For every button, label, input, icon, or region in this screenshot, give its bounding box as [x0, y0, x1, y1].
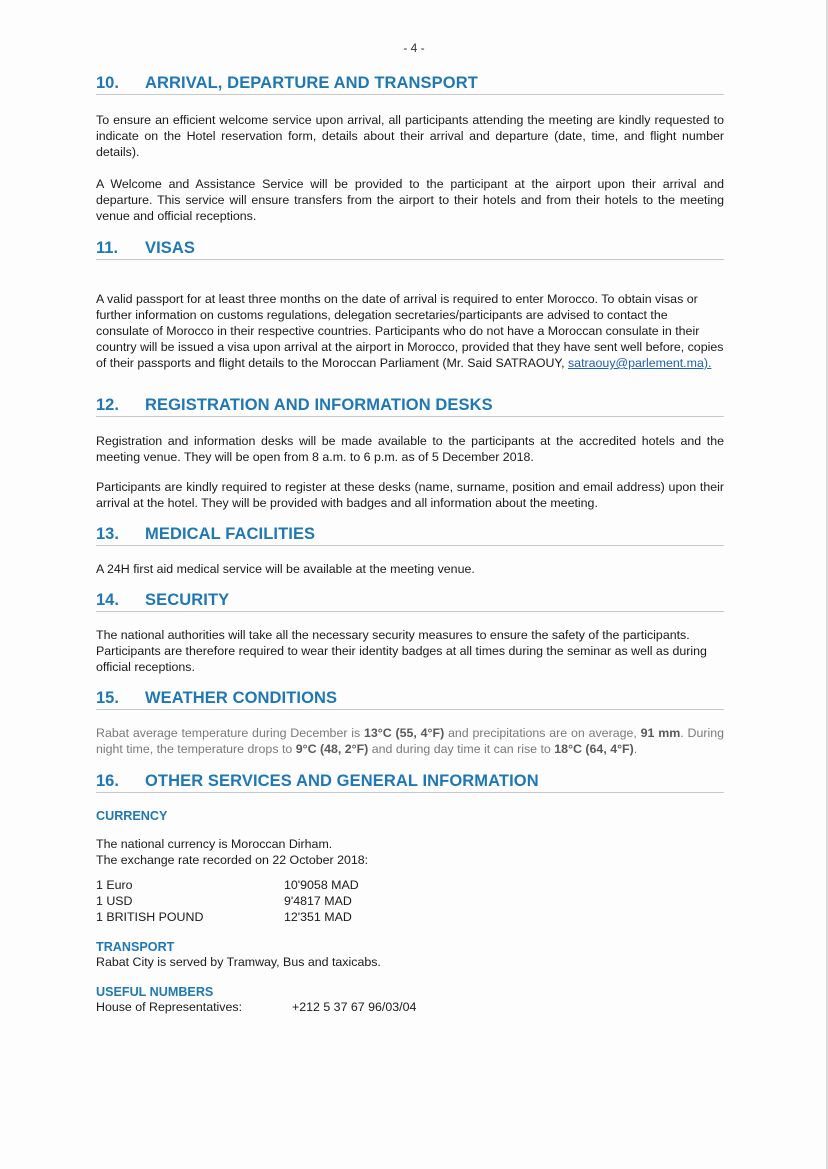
- section-heading-12: [96, 396, 724, 417]
- currency-name: 1 BRITISH POUND: [96, 910, 204, 924]
- transport-text: Rabat City is served by Tramway, Bus and taxicabs.: [96, 955, 381, 969]
- paragraph: To ensure an efficient welcome service upon arrival, all participants attending the meeting are kindly requested to indicate on the Hotel reservation form, details about their arrival and departure (date, time, and flight number details).: [96, 113, 724, 159]
- weather-paragraph: [96, 725, 724, 757]
- section-heading-13: [96, 525, 724, 546]
- weather-value: 13°C (55, 4°F): [364, 726, 445, 740]
- currency-line: The exchange rate recorded on 22 October 2018:: [96, 853, 369, 867]
- exchange-rate-table: [96, 877, 359, 925]
- useful-number-row: [96, 999, 724, 1015]
- paragraph: A 24H first aid medical service will be available at the meeting venue.: [96, 562, 475, 576]
- currency-rate: 10'9058 MAD: [284, 878, 359, 892]
- currency-name: 1 Euro: [96, 878, 133, 892]
- section-number: 13.: [96, 525, 119, 543]
- page-number: - 4 -: [403, 41, 425, 55]
- table-row: [96, 893, 359, 909]
- section-number: 15.: [96, 689, 119, 707]
- section-number: 14.: [96, 591, 119, 609]
- paragraph: [96, 291, 724, 371]
- weather-value: 9°C (48, 2°F): [295, 742, 369, 756]
- section-title: REGISTRATION AND INFORMATION DESKS: [145, 396, 493, 414]
- section-heading-16: [96, 772, 724, 793]
- section-number: 11.: [96, 239, 119, 257]
- weather-text: .: [633, 742, 638, 756]
- section-title: SECURITY: [145, 591, 230, 609]
- table-row: [96, 877, 359, 893]
- email-link[interactable]: satraouy@parlement.ma).: [567, 356, 712, 370]
- section-heading-15: [96, 689, 724, 710]
- section-number: 16.: [96, 772, 119, 790]
- weather-text: Rabat average temperature during December is: [96, 726, 365, 740]
- currency-rate: 12'351 MAD: [284, 910, 352, 924]
- paragraph: The national authorities will take all the necessary security measures to ensure the safety of the participants. Participants are therefore required to wear their identity badges at all times during the seminar as well as during official receptions.: [96, 628, 707, 674]
- section-heading-14: [96, 591, 724, 612]
- weather-value: 91 mm: [640, 726, 681, 740]
- section-heading-11: [96, 239, 724, 260]
- weather-text: and precipitations are on average,: [444, 726, 641, 740]
- useful-number-label: House of Representatives:: [96, 1000, 243, 1014]
- section-title: MEDICAL FACILITIES: [145, 525, 316, 543]
- section-title: WEATHER CONDITIONS: [145, 689, 338, 707]
- currency-subheading: CURRENCY: [96, 809, 168, 823]
- weather-text: . During night time, the temperature drops to: [96, 726, 724, 756]
- transport-subheading: TRANSPORT: [96, 940, 175, 954]
- section-title: VISAS: [145, 239, 196, 257]
- weather-text: and during day time it can rise to: [368, 742, 555, 756]
- section-number: 12.: [96, 396, 119, 414]
- currency-line: The national currency is Moroccan Dirham.: [96, 837, 333, 851]
- paragraph: A Welcome and Assistance Service will be provided to the participant at the airport upon their arrival and departure. This service will ensure transfers from the airport to their hotels and from their hotels to the meeting venue and official receptions.: [96, 177, 724, 223]
- currency-rate: 9'4817 MAD: [284, 894, 352, 908]
- useful-numbers-subheading: USEFUL NUMBERS: [96, 985, 214, 999]
- section-title: OTHER SERVICES AND GENERAL INFORMATION: [145, 772, 539, 790]
- visa-text: A valid passport for at least three months on the date of arrival is required to enter Morocco. To obtain visas or further information on customs regulations, delegation secretaries/participants are advised to contact the consulate of Morocco in their respective countries. Participants who do not have a Moroccan consulate in their country will be issued a visa upon arrival at the airport in Morocco, provided that they have sent well before, copies of their passports and flight details to the Moroccan Parliament (Mr. Said SATRAOUY,: [96, 292, 724, 370]
- section-heading-10: [96, 74, 724, 95]
- useful-number-value: +212 5 37 67 96/03/04: [292, 1000, 417, 1014]
- page-content: [96, 74, 724, 1015]
- table-row: [96, 909, 359, 925]
- paragraph: Registration and information desks will be made available to the participants at the accredited hotels and the meeting venue. They will be open from 8 a.m. to 6 p.m. as of 5 December 2018.: [96, 434, 724, 464]
- weather-value: 18°C (64, 4°F): [554, 742, 634, 756]
- paragraph: Participants are kindly required to register at these desks (name, surname, position and email address) upon their arrival at the hotel. They will be provided with badges and all information about the meeting.: [96, 480, 724, 510]
- section-number: 10.: [96, 74, 119, 92]
- section-title: ARRIVAL, DEPARTURE AND TRANSPORT: [145, 74, 478, 92]
- currency-name: 1 USD: [96, 894, 133, 908]
